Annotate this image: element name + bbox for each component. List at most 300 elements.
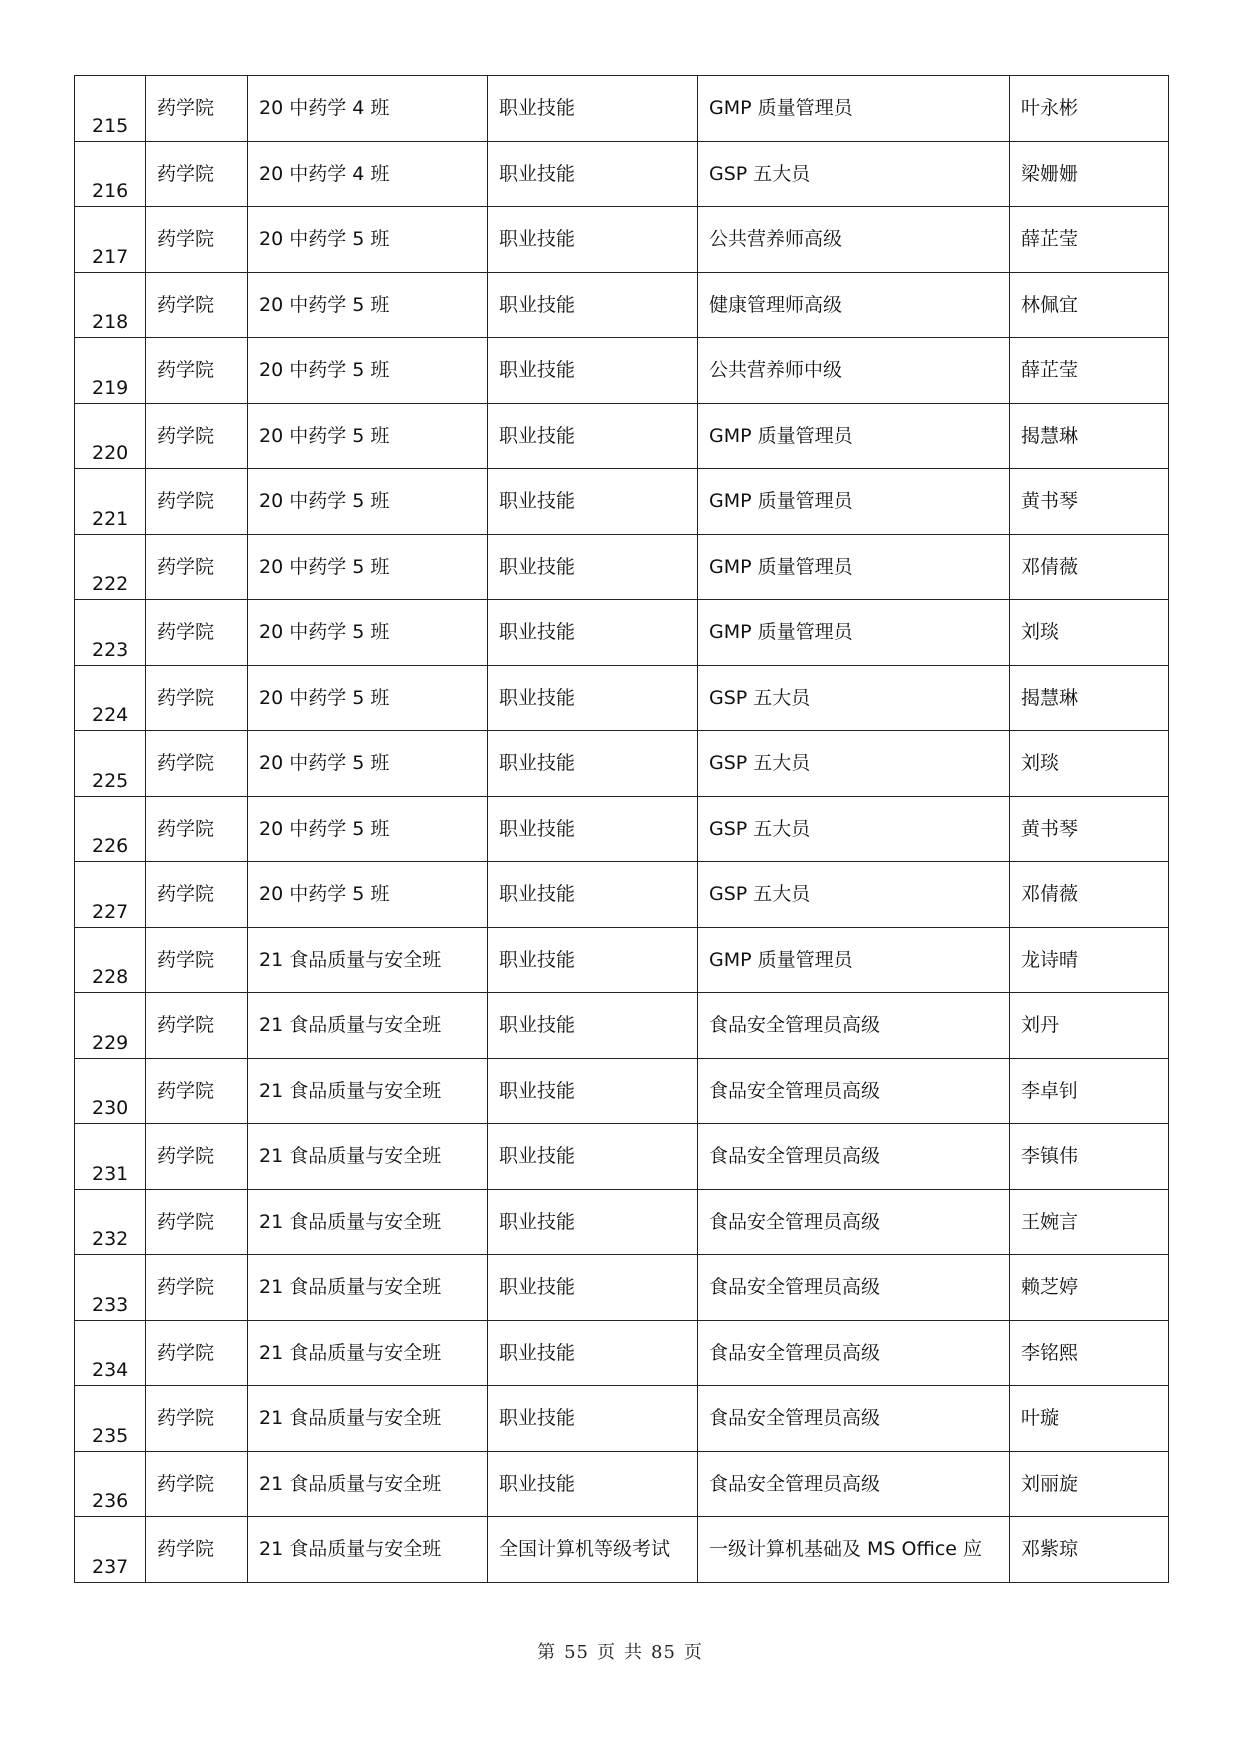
cell-college-text: 药学院 (157, 948, 215, 971)
cell-student-name-text: 梁姗姗 (1021, 162, 1079, 185)
cell-class (248, 534, 488, 600)
cell-student-name-text: 龙诗晴 (1021, 948, 1079, 971)
cell-college (146, 1517, 248, 1583)
cell-certificate (698, 1517, 1010, 1583)
cell-class-text: 21 食品质量与安全班 (259, 1407, 442, 1429)
cell-category (488, 665, 698, 731)
cell-category-text: 职业技能 (499, 1472, 576, 1495)
cell-certificate (698, 272, 1010, 338)
cell-category (488, 1189, 698, 1255)
cell-student-name (1010, 600, 1169, 666)
cell-row-number-text: 223 (92, 638, 129, 661)
cell-certificate-text: 一级计算机基础及 MS Office 应 (709, 1538, 983, 1560)
cell-category-text: 职业技能 (499, 1014, 576, 1036)
cell-student-name-text: 揭慧琳 (1021, 424, 1079, 447)
table-row (75, 141, 1169, 207)
cell-student-name (1010, 1451, 1169, 1517)
table-row (75, 1386, 1169, 1452)
cell-college (146, 1058, 248, 1124)
cell-category (488, 469, 698, 535)
footer-total-pages: 85 (651, 1642, 676, 1663)
table-row (75, 76, 1169, 142)
cell-college (146, 1451, 248, 1517)
page-footer (0, 1638, 1240, 1664)
cell-category (488, 927, 698, 993)
cell-certificate-text: GSP 五大员 (709, 817, 811, 840)
cell-college (146, 862, 248, 928)
cell-college (146, 1189, 248, 1255)
table-row (75, 600, 1169, 666)
cell-row-number (75, 141, 146, 207)
cell-row-number (75, 272, 146, 338)
cell-certificate-text: 食品安全管理员高级 (709, 1210, 881, 1233)
cell-class (248, 731, 488, 797)
cell-row-number (75, 469, 146, 535)
table-row (75, 403, 1169, 469)
cell-class-text: 20 中药学 5 班 (259, 228, 390, 250)
cell-class (248, 338, 488, 404)
cell-college-text: 药学院 (157, 293, 215, 316)
cell-class (248, 1189, 488, 1255)
cell-class (248, 272, 488, 338)
cell-college (146, 796, 248, 862)
table-row (75, 1517, 1169, 1583)
cell-row-number-text: 231 (92, 1162, 129, 1185)
cell-row-number-text: 215 (92, 114, 129, 137)
cell-certificate-text: GMP 质量管理员 (709, 424, 853, 447)
cell-certificate-text: GMP 质量管理员 (709, 948, 853, 971)
cell-certificate-text: GMP 质量管理员 (709, 555, 853, 578)
table-row (75, 1255, 1169, 1321)
table-row (75, 665, 1169, 731)
cell-student-name-text: 刘丽旋 (1021, 1472, 1079, 1495)
cell-certificate-text: GMP 质量管理员 (709, 490, 853, 512)
cell-college (146, 927, 248, 993)
cell-category-text: 职业技能 (499, 752, 576, 774)
cell-college (146, 1255, 248, 1321)
cell-certificate (698, 207, 1010, 273)
cell-college (146, 272, 248, 338)
cell-college (146, 403, 248, 469)
cell-college-text: 药学院 (157, 228, 215, 250)
cell-college (146, 1124, 248, 1190)
cell-class (248, 1124, 488, 1190)
cell-college-text: 药学院 (157, 162, 215, 185)
footer-label-total-unit: 页 (683, 1642, 703, 1663)
cell-row-number-text: 228 (92, 966, 129, 988)
cell-student-name-text: 刘琰 (1021, 621, 1060, 643)
cell-class-text: 21 食品质量与安全班 (259, 1341, 442, 1364)
cell-class-text: 21 食品质量与安全班 (259, 1472, 442, 1495)
cell-student-name (1010, 1058, 1169, 1124)
cell-certificate (698, 469, 1010, 535)
cell-certificate (698, 927, 1010, 993)
cell-student-name-text: 揭慧琳 (1021, 686, 1079, 709)
cell-class-text: 20 中药学 5 班 (259, 359, 390, 381)
cell-student-name (1010, 141, 1169, 207)
table-row (75, 796, 1169, 862)
cell-student-name (1010, 534, 1169, 600)
cell-category (488, 796, 698, 862)
cell-college-text: 药学院 (157, 1407, 215, 1429)
cell-category (488, 862, 698, 928)
cell-category (488, 1386, 698, 1452)
table-row (75, 534, 1169, 600)
cell-student-name-text: 邓紫琼 (1021, 1538, 1079, 1560)
cell-student-name-text: 黄书琴 (1021, 817, 1079, 840)
cell-class-text: 21 食品质量与安全班 (259, 948, 442, 971)
cell-category-text: 职业技能 (499, 424, 576, 447)
cell-certificate-text: 食品安全管理员高级 (709, 1276, 881, 1298)
cell-category (488, 993, 698, 1059)
cell-row-number (75, 1320, 146, 1386)
cell-row-number-text: 233 (92, 1293, 129, 1316)
cell-row-number (75, 1189, 146, 1255)
table-row (75, 1320, 1169, 1386)
cell-row-number-text: 221 (92, 507, 129, 530)
cell-certificate-text: 食品安全管理员高级 (709, 1014, 881, 1036)
cell-student-name-text: 叶璇 (1021, 1407, 1060, 1429)
cell-certificate (698, 1386, 1010, 1452)
cell-college-text: 药学院 (157, 817, 215, 840)
cell-row-number (75, 862, 146, 928)
cell-college-text: 药学院 (157, 1472, 215, 1495)
cell-certificate-text: GMP 质量管理员 (709, 97, 853, 119)
cell-student-name-text: 刘丹 (1021, 1014, 1060, 1036)
cell-row-number (75, 927, 146, 993)
cell-class-text: 20 中药学 5 班 (259, 621, 390, 643)
cell-class (248, 796, 488, 862)
cell-category (488, 1517, 698, 1583)
cell-college-text: 药学院 (157, 555, 215, 578)
cell-category-text: 职业技能 (499, 1145, 576, 1167)
table-row (75, 207, 1169, 273)
cell-class-text: 20 中药学 5 班 (259, 293, 390, 316)
cell-student-name (1010, 796, 1169, 862)
cell-category-text: 职业技能 (499, 359, 576, 381)
cell-category-text: 职业技能 (499, 1341, 576, 1364)
cell-certificate (698, 141, 1010, 207)
cell-category-text: 职业技能 (499, 1079, 576, 1102)
cell-category (488, 1320, 698, 1386)
cell-category-text: 全国计算机等级考试 (499, 1538, 671, 1560)
cell-row-number (75, 1124, 146, 1190)
cell-row-number-text: 224 (92, 704, 129, 726)
cell-category (488, 76, 698, 142)
table-row (75, 731, 1169, 797)
document-sheet (74, 75, 1168, 1583)
cell-category-text: 职业技能 (499, 621, 576, 643)
cell-row-number-text: 237 (92, 1555, 129, 1578)
cell-category-text: 职业技能 (499, 817, 576, 840)
cell-category-text: 职业技能 (499, 1210, 576, 1233)
cell-category (488, 1124, 698, 1190)
cell-category-text: 职业技能 (499, 1407, 576, 1429)
cell-student-name (1010, 665, 1169, 731)
cell-certificate-text: 食品安全管理员高级 (709, 1079, 881, 1102)
cell-student-name-text: 林佩宜 (1021, 293, 1079, 316)
cell-college-text: 药学院 (157, 1341, 215, 1364)
cell-class (248, 1255, 488, 1321)
cell-certificate (698, 862, 1010, 928)
cell-college (146, 141, 248, 207)
cell-row-number-text: 217 (92, 245, 129, 268)
cell-class (248, 993, 488, 1059)
cell-row-number (75, 1255, 146, 1321)
cell-class (248, 1058, 488, 1124)
cell-college (146, 534, 248, 600)
cell-certificate (698, 665, 1010, 731)
cell-certificate (698, 534, 1010, 600)
cell-college-text: 药学院 (157, 1276, 215, 1298)
cell-college (146, 207, 248, 273)
cell-class-text: 21 食品质量与安全班 (259, 1145, 442, 1167)
cell-category (488, 272, 698, 338)
cell-college-text: 药学院 (157, 1079, 215, 1102)
cell-student-name-text: 李铭熙 (1021, 1341, 1079, 1364)
cell-class (248, 1517, 488, 1583)
cell-class (248, 1451, 488, 1517)
cell-category-text: 职业技能 (499, 490, 576, 512)
cell-class-text: 21 食品质量与安全班 (259, 1538, 442, 1560)
cell-category-text: 职业技能 (499, 97, 576, 119)
cell-category (488, 207, 698, 273)
records-table (74, 75, 1169, 1583)
table-row (75, 1124, 1169, 1190)
table-row (75, 272, 1169, 338)
table-row (75, 927, 1169, 993)
records-table-body (75, 76, 1169, 1583)
cell-class (248, 1386, 488, 1452)
cell-certificate (698, 1451, 1010, 1517)
cell-college-text: 药学院 (157, 621, 215, 643)
cell-row-number-text: 229 (92, 1031, 129, 1054)
cell-category (488, 1255, 698, 1321)
cell-certificate-text: GSP 五大员 (709, 162, 811, 185)
cell-college-text: 药学院 (157, 1014, 215, 1036)
cell-college (146, 665, 248, 731)
table-row (75, 862, 1169, 928)
cell-class (248, 665, 488, 731)
cell-class (248, 469, 488, 535)
footer-label-total: 共 (624, 1642, 643, 1663)
footer-label-page: 第 (537, 1642, 557, 1663)
cell-college (146, 338, 248, 404)
cell-certificate-text: 食品安全管理员高级 (709, 1341, 881, 1364)
cell-college (146, 731, 248, 797)
cell-row-number (75, 1386, 146, 1452)
cell-college-text: 药学院 (157, 752, 215, 774)
cell-class-text: 21 食品质量与安全班 (259, 1276, 442, 1298)
cell-student-name (1010, 1255, 1169, 1321)
cell-student-name (1010, 731, 1169, 797)
cell-class-text: 20 中药学 5 班 (259, 490, 390, 512)
cell-class-text: 20 中药学 5 班 (259, 752, 390, 774)
cell-category-text: 职业技能 (499, 555, 576, 578)
cell-student-name-text: 叶永彬 (1021, 97, 1079, 119)
cell-category-text: 职业技能 (499, 1276, 576, 1298)
cell-class-text: 21 食品质量与安全班 (259, 1079, 442, 1102)
cell-certificate-text: GSP 五大员 (709, 686, 811, 709)
cell-certificate-text: 食品安全管理员高级 (709, 1145, 881, 1167)
cell-student-name (1010, 338, 1169, 404)
cell-college-text: 药学院 (157, 1538, 215, 1560)
cell-row-number-text: 236 (92, 1490, 129, 1512)
cell-college (146, 600, 248, 666)
cell-row-number-text: 232 (92, 1228, 129, 1250)
cell-row-number (75, 403, 146, 469)
cell-row-number (75, 1451, 146, 1517)
table-row (75, 1058, 1169, 1124)
cell-category (488, 1058, 698, 1124)
cell-row-number (75, 534, 146, 600)
cell-certificate (698, 338, 1010, 404)
cell-certificate (698, 993, 1010, 1059)
table-row (75, 993, 1169, 1059)
cell-student-name (1010, 1320, 1169, 1386)
cell-student-name-text: 李卓钊 (1021, 1079, 1079, 1102)
footer-current-page: 55 (564, 1642, 589, 1663)
cell-row-number-text: 227 (92, 900, 129, 923)
cell-category (488, 141, 698, 207)
cell-college-text: 药学院 (157, 424, 215, 447)
cell-class-text: 20 中药学 4 班 (259, 97, 390, 119)
cell-class (248, 207, 488, 273)
cell-category (488, 731, 698, 797)
cell-category-text: 职业技能 (499, 883, 576, 905)
cell-college-text: 药学院 (157, 1210, 215, 1233)
cell-class (248, 862, 488, 928)
cell-row-number (75, 796, 146, 862)
cell-certificate (698, 76, 1010, 142)
cell-row-number-text: 226 (92, 835, 129, 857)
cell-certificate (698, 600, 1010, 666)
cell-college-text: 药学院 (157, 97, 215, 119)
cell-row-number-text: 219 (92, 376, 129, 399)
cell-row-number-text: 216 (92, 180, 129, 202)
cell-student-name (1010, 862, 1169, 928)
cell-certificate (698, 1124, 1010, 1190)
footer-label-page-unit: 页 (597, 1642, 616, 1663)
cell-class (248, 141, 488, 207)
cell-certificate (698, 1255, 1010, 1321)
cell-student-name-text: 赖芝婷 (1021, 1276, 1079, 1298)
cell-student-name (1010, 1189, 1169, 1255)
table-row (75, 1189, 1169, 1255)
cell-category-text: 职业技能 (499, 228, 576, 250)
cell-college (146, 1320, 248, 1386)
cell-certificate-text: GSP 五大员 (709, 883, 811, 905)
cell-category (488, 534, 698, 600)
cell-student-name (1010, 207, 1169, 273)
cell-certificate (698, 403, 1010, 469)
cell-college-text: 药学院 (157, 1145, 215, 1167)
cell-row-number (75, 76, 146, 142)
cell-category-text: 职业技能 (499, 293, 576, 316)
cell-row-number (75, 731, 146, 797)
cell-student-name (1010, 76, 1169, 142)
cell-class-text: 20 中药学 5 班 (259, 883, 390, 905)
cell-certificate-text: GSP 五大员 (709, 752, 811, 774)
cell-certificate-text: 公共营养师高级 (709, 228, 843, 250)
cell-row-number (75, 665, 146, 731)
cell-college (146, 1386, 248, 1452)
cell-student-name (1010, 993, 1169, 1059)
cell-student-name (1010, 1517, 1169, 1583)
cell-student-name-text: 薛芷莹 (1021, 228, 1079, 250)
cell-class-text: 20 中药学 5 班 (259, 817, 390, 840)
cell-row-number-text: 234 (92, 1359, 129, 1381)
cell-student-name (1010, 469, 1169, 535)
cell-row-number-text: 218 (92, 311, 129, 333)
cell-class-text: 20 中药学 5 班 (259, 424, 390, 447)
cell-college-text: 药学院 (157, 686, 215, 709)
cell-category (488, 338, 698, 404)
cell-class-text: 20 中药学 4 班 (259, 162, 390, 185)
cell-certificate (698, 1058, 1010, 1124)
cell-certificate (698, 796, 1010, 862)
cell-college (146, 993, 248, 1059)
table-row (75, 1451, 1169, 1517)
cell-student-name-text: 黄书琴 (1021, 490, 1079, 512)
cell-row-number-text: 230 (92, 1097, 129, 1119)
cell-row-number-text: 225 (92, 769, 129, 792)
cell-class-text: 20 中药学 5 班 (259, 686, 390, 709)
cell-category (488, 1451, 698, 1517)
cell-class (248, 76, 488, 142)
cell-student-name-text: 邓倩薇 (1021, 883, 1079, 905)
cell-category (488, 600, 698, 666)
cell-class-text: 21 食品质量与安全班 (259, 1014, 442, 1036)
table-row (75, 469, 1169, 535)
cell-student-name (1010, 927, 1169, 993)
cell-college (146, 469, 248, 535)
cell-row-number (75, 600, 146, 666)
cell-student-name (1010, 1124, 1169, 1190)
cell-category-text: 职业技能 (499, 162, 576, 185)
cell-row-number-text: 220 (92, 442, 129, 464)
cell-student-name-text: 王婉言 (1021, 1210, 1079, 1233)
cell-student-name (1010, 272, 1169, 338)
cell-student-name-text: 李镇伟 (1021, 1145, 1079, 1167)
cell-row-number (75, 338, 146, 404)
cell-certificate-text: 食品安全管理员高级 (709, 1407, 881, 1429)
cell-row-number-text: 235 (92, 1424, 129, 1447)
cell-certificate-text: GMP 质量管理员 (709, 621, 853, 643)
cell-class (248, 403, 488, 469)
cell-row-number (75, 1058, 146, 1124)
cell-student-name-text: 薛芷莹 (1021, 359, 1079, 381)
cell-certificate (698, 1189, 1010, 1255)
cell-class (248, 927, 488, 993)
cell-category-text: 职业技能 (499, 686, 576, 709)
table-row (75, 338, 1169, 404)
cell-class (248, 600, 488, 666)
cell-certificate-text: 食品安全管理员高级 (709, 1472, 881, 1495)
cell-row-number (75, 993, 146, 1059)
cell-college-text: 药学院 (157, 490, 215, 512)
cell-row-number (75, 1517, 146, 1583)
cell-certificate-text: 公共营养师中级 (709, 359, 843, 381)
cell-student-name-text: 邓倩薇 (1021, 555, 1079, 578)
cell-class-text: 20 中药学 5 班 (259, 555, 390, 578)
cell-row-number (75, 207, 146, 273)
cell-certificate (698, 1320, 1010, 1386)
cell-certificate (698, 731, 1010, 797)
cell-row-number-text: 222 (92, 573, 129, 595)
cell-class (248, 1320, 488, 1386)
cell-student-name-text: 刘琰 (1021, 752, 1060, 774)
